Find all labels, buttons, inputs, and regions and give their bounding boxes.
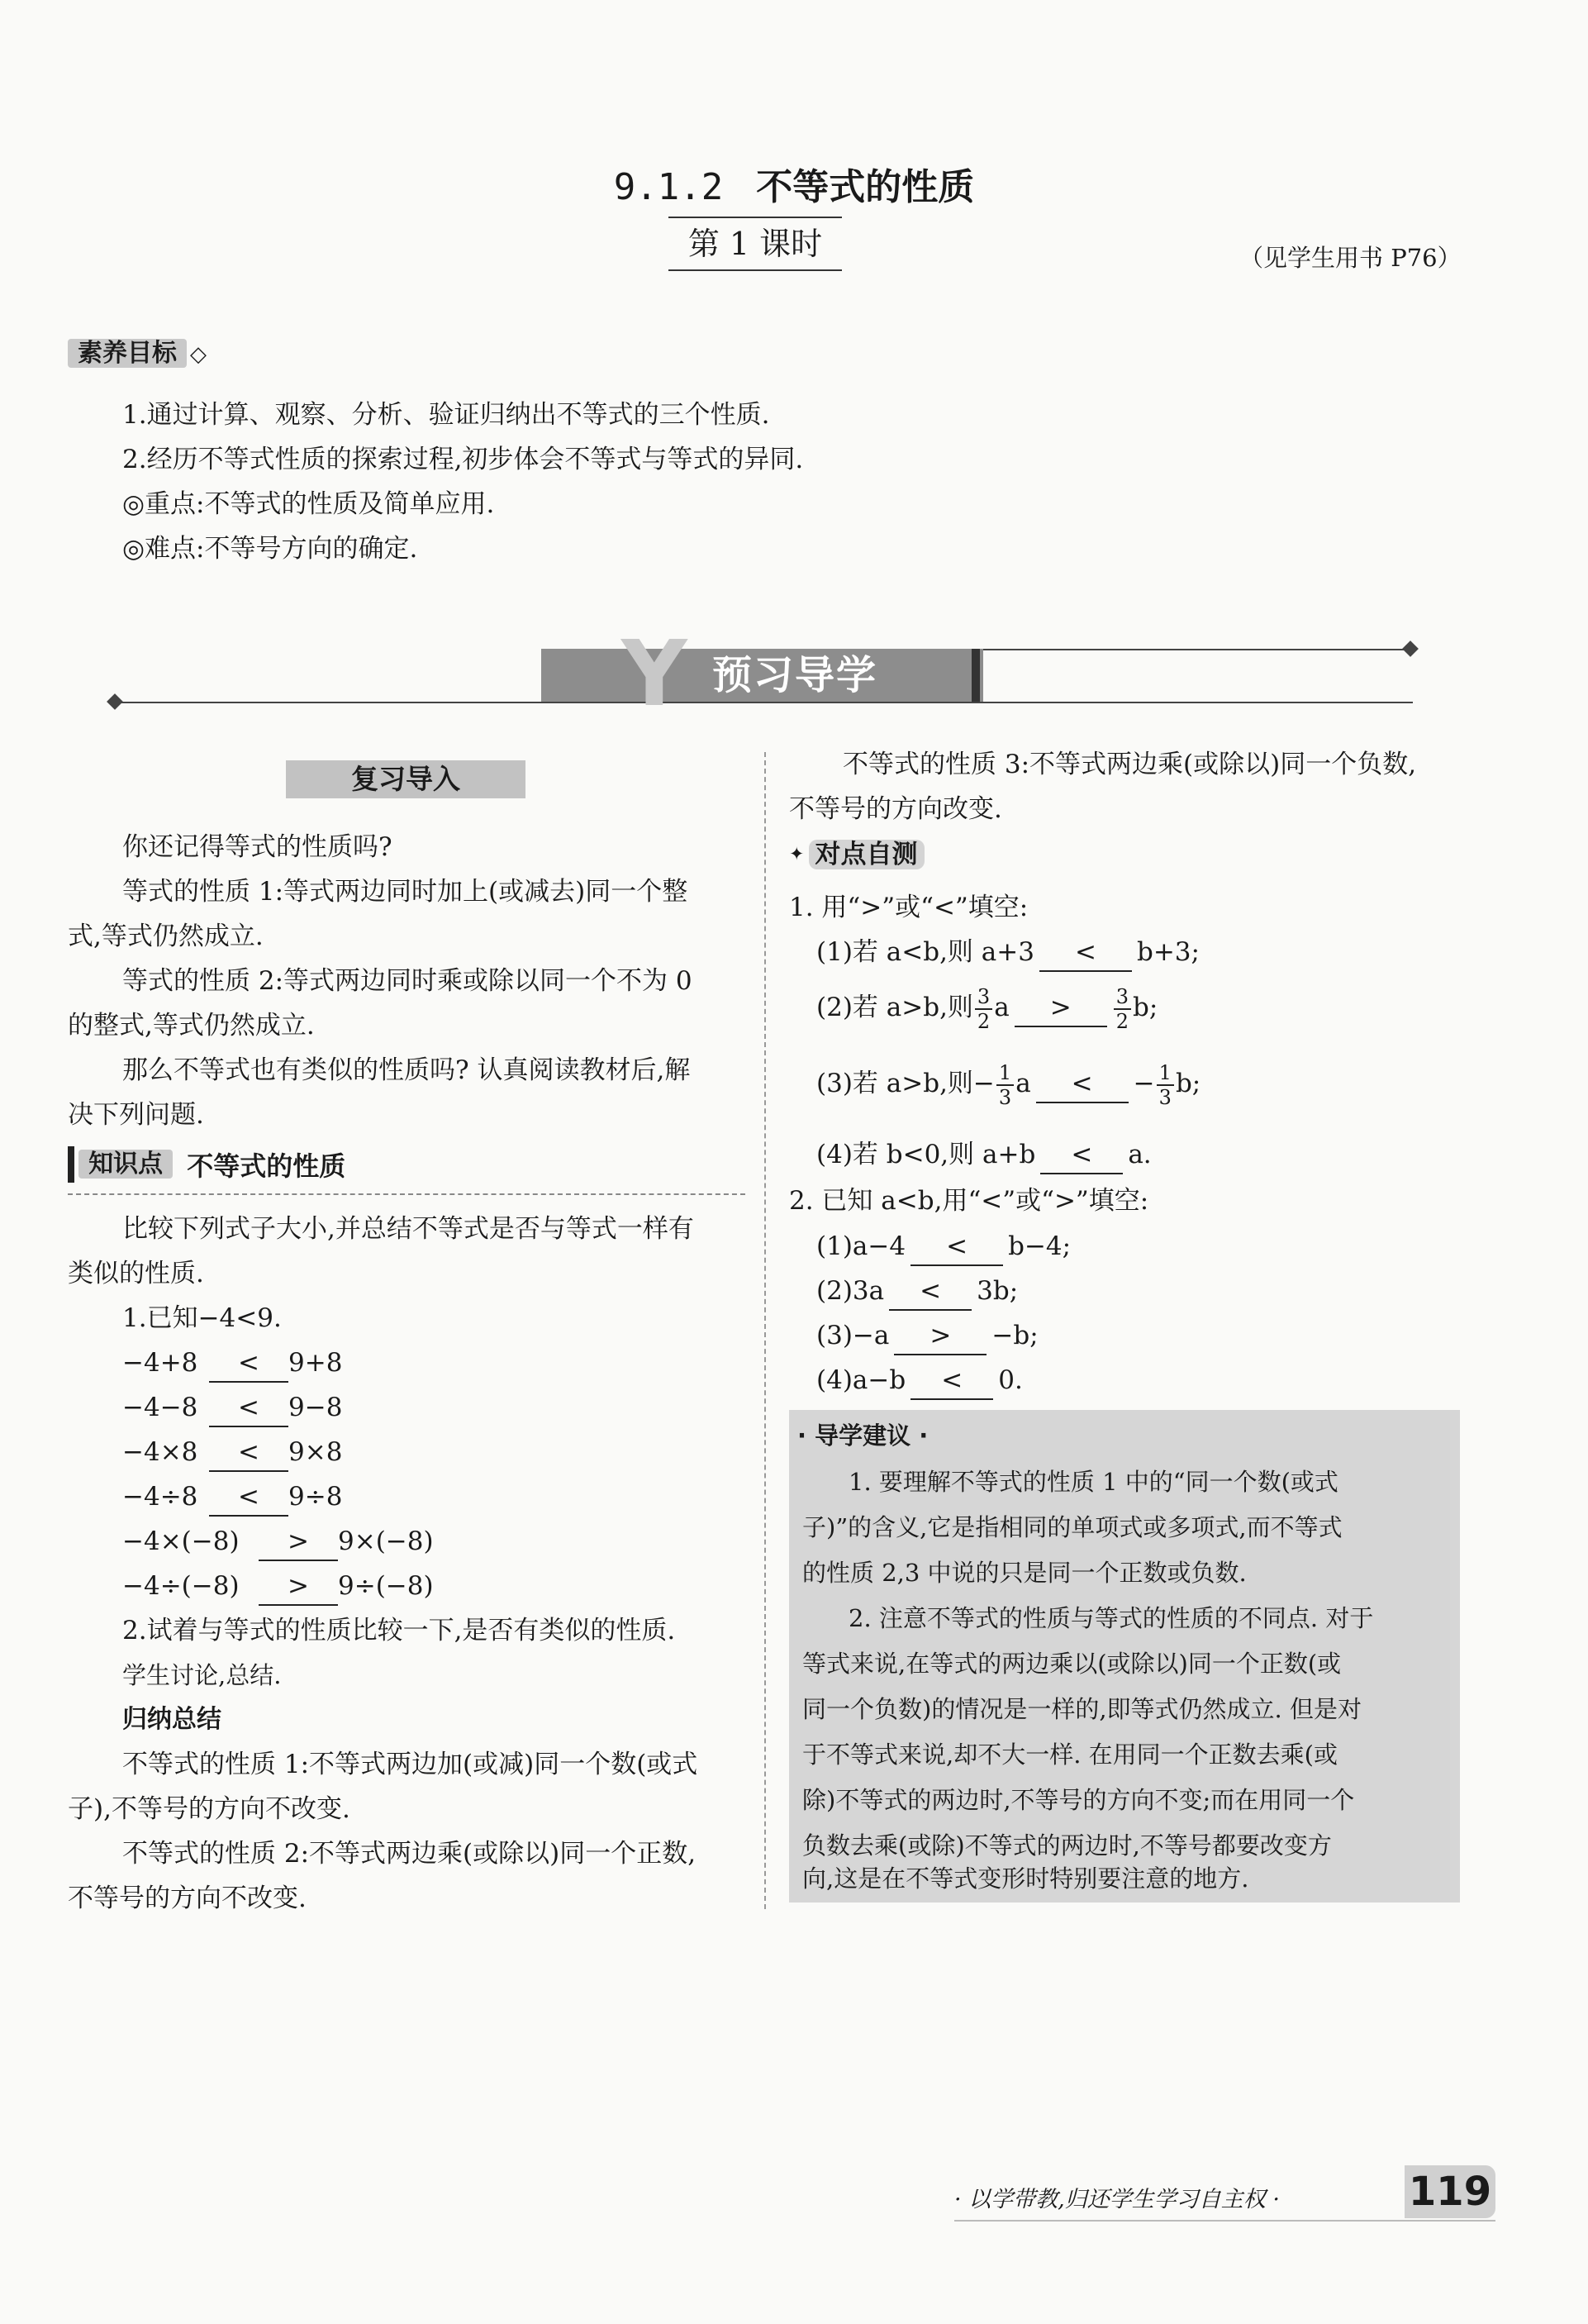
summary-line: 不等式的性质 2:不等式两边乘(或除以)同一个正数, xyxy=(122,1839,697,1869)
knowledge-header xyxy=(68,1145,745,1195)
goal-difficulty: ◎难点:不等号方向的确定. xyxy=(122,534,418,564)
tip-line: 等式来说,在等式的两边乘以(或除以)同一个正数(或 xyxy=(802,1650,1342,1678)
question-2-answer: 学生讨论,总结. xyxy=(122,1661,282,1689)
summary-line: 不等式的性质 1:不等式两边加(或减)同一个数(或式 xyxy=(122,1750,698,1779)
problem-1-item: (1)若 a<b,则 a+3 < b+3; xyxy=(816,929,1200,975)
tip-line: 同一个负数)的情况是一样的,即等式仍然成立. 但是对 xyxy=(802,1695,1362,1723)
banner-title: 预习导学 xyxy=(712,652,878,698)
footer-line xyxy=(954,2220,1495,2222)
compare-row: −4−8 < 9−8 xyxy=(122,1384,342,1431)
study-tips-box xyxy=(789,1410,1460,1903)
review-line: 式,等式仍然成立. xyxy=(68,922,264,951)
fraction: $\frac{3}{2}$ xyxy=(975,985,992,1033)
knowledge-intro: 类似的性质. xyxy=(68,1259,204,1288)
summary-line: 不等号的方向不改变. xyxy=(68,1883,307,1913)
answer-blank: < xyxy=(209,1434,288,1472)
goals-tag: 素养目标 ◇ xyxy=(68,336,207,372)
compare-row: −4÷8 < 9÷8 xyxy=(122,1474,342,1520)
tip-line: 于不等式来说,却不大一样. 在用同一个正数去乘(或 xyxy=(802,1741,1338,1769)
property-3: 不等式的性质 3:不等式两边乘(或除以)同一个负数, xyxy=(843,750,1417,779)
problem-1-title: 1. 用“>”或“<”填空: xyxy=(789,893,1029,922)
answer-blank: > xyxy=(1015,989,1107,1027)
tip-line: 除)不等式的两边时,不等号的方向不变;而在用同一个 xyxy=(802,1786,1355,1814)
goal-item: 2.经历不等式性质的探索过程,初步体会不等式与等式的异同. xyxy=(122,445,804,474)
review-line: 你还记得等式的性质吗? xyxy=(122,832,392,862)
problem-2-item: (1)a−4 < b−4; xyxy=(816,1223,1071,1269)
banner-line xyxy=(116,702,1413,703)
question-2: 2.试着与等式的性质比较一下,是否有类似的性质. xyxy=(122,1616,676,1645)
tip-line: 的性质 2,3 中说的只是同一个正数或负数. xyxy=(802,1559,1247,1587)
review-line: 等式的性质 1:等式两边同时加上(或减去)同一个整 xyxy=(122,877,688,907)
fraction: $\frac{1}{3}$ xyxy=(996,1061,1014,1109)
answer-blank: < xyxy=(1036,1065,1129,1103)
answer-blank: < xyxy=(209,1345,288,1383)
compare-row: −4×(−8) > 9×(−8) xyxy=(122,1518,434,1564)
problem-2-item: (3)−a > −b; xyxy=(816,1312,1039,1359)
answer-blank: > xyxy=(259,1523,338,1561)
column-divider xyxy=(764,752,766,1909)
property-3: 不等号的方向改变. xyxy=(789,794,1002,824)
banner-end-bar xyxy=(972,649,980,702)
answer-blank: > xyxy=(259,1568,338,1606)
goal-item: 1.通过计算、观察、分析、验证归纳出不等式的三个性质. xyxy=(122,400,770,430)
section-title: 9.1.2 不等式的性质 xyxy=(613,166,975,208)
answer-blank: < xyxy=(1039,934,1132,972)
knowledge-title: 不等式的性质 xyxy=(187,1150,346,1182)
knowledge-tag: 知识点 xyxy=(78,1150,173,1179)
answer-blank: < xyxy=(910,1362,993,1400)
tip-line: 子)”的含义,它是指相同的单项式或多项式,而不等式 xyxy=(802,1513,1343,1541)
problem-1-item: (2)若 a>b,则 $\frac{3}{2}$ a > $\frac{3}{2}$ b; xyxy=(816,984,1158,1033)
review-heading: 复习导入 xyxy=(351,763,460,795)
selftest-tag: 对点自测 xyxy=(809,840,925,869)
fraction: $\frac{1}{3}$ xyxy=(1157,1061,1174,1109)
question-1: 1.已知−4<9. xyxy=(122,1303,282,1333)
answer-blank: > xyxy=(894,1317,987,1355)
answer-blank: < xyxy=(889,1273,972,1311)
selftest-header: ✦ 对点自测 xyxy=(789,836,925,874)
compare-row: −4×8 < 9×8 xyxy=(122,1429,342,1475)
answer-blank: < xyxy=(910,1228,1003,1266)
tip-line: 2. 注意不等式的性质与等式的性质的不同点. 对于 xyxy=(849,1604,1374,1632)
answer-blank: < xyxy=(209,1389,288,1427)
tip-line: 向,这是在不等式变形时特别要注意的地方. xyxy=(802,1864,1249,1893)
banner-letter: Y xyxy=(621,621,687,726)
page-reference: （见学生用书 P76） xyxy=(1239,244,1462,272)
summary-line: 子),不等号的方向不改变. xyxy=(68,1794,350,1824)
problem-1-item: (4)若 b<0,则 a+b < a. xyxy=(816,1131,1152,1178)
answer-blank: < xyxy=(209,1479,288,1517)
problem-2-item: (2)3a < 3b; xyxy=(816,1268,1018,1314)
fraction: $\frac{3}{2}$ xyxy=(1114,985,1131,1033)
review-line: 的整式,等式仍然成立. xyxy=(68,1011,315,1041)
summary-title: 归纳总结 xyxy=(122,1705,221,1734)
review-line: 等式的性质 2:等式两边同时乘或除以同一个不为 0 xyxy=(122,966,692,996)
compare-row: −4÷(−8) > 9÷(−8) xyxy=(122,1563,434,1609)
tip-line: 负数去乘(或除)不等式的两边时,不等号都要改变方 xyxy=(802,1831,1332,1860)
compare-row: −4+8 < 9+8 xyxy=(122,1340,342,1386)
goal-key-point: ◎重点:不等式的性质及简单应用. xyxy=(122,489,495,519)
answer-blank: < xyxy=(1040,1136,1123,1174)
banner-diamond-left xyxy=(107,693,123,710)
page-number: 119 xyxy=(1405,2165,1495,2218)
review-line: 决下列问题. xyxy=(68,1100,204,1130)
tips-title: · 导学建议 · xyxy=(797,1422,929,1450)
review-line: 那么不等式也有类似的性质吗? 认真阅读教材后,解 xyxy=(122,1055,691,1085)
knowledge-intro: 比较下列式子大小,并总结不等式是否与等式一样有 xyxy=(122,1214,694,1244)
problem-1-item: (3)若 a>b,则− $\frac{1}{3}$ a < − $\frac{1}{3}$ b; xyxy=(816,1060,1201,1109)
footer-slogan: · 以学带教,归还学生学习自主权 · xyxy=(954,2187,1280,2212)
problem-2-item: (4)a−b < 0. xyxy=(816,1357,1023,1403)
lesson-label: 第 1 课时 xyxy=(668,217,842,271)
banner-line-upper xyxy=(983,649,1406,650)
problem-2-title: 2. 已知 a<b,用“<”或“>”填空: xyxy=(789,1186,1149,1216)
tip-line: 1. 要理解不等式的性质 1 中的“同一个数(或式 xyxy=(849,1468,1338,1496)
